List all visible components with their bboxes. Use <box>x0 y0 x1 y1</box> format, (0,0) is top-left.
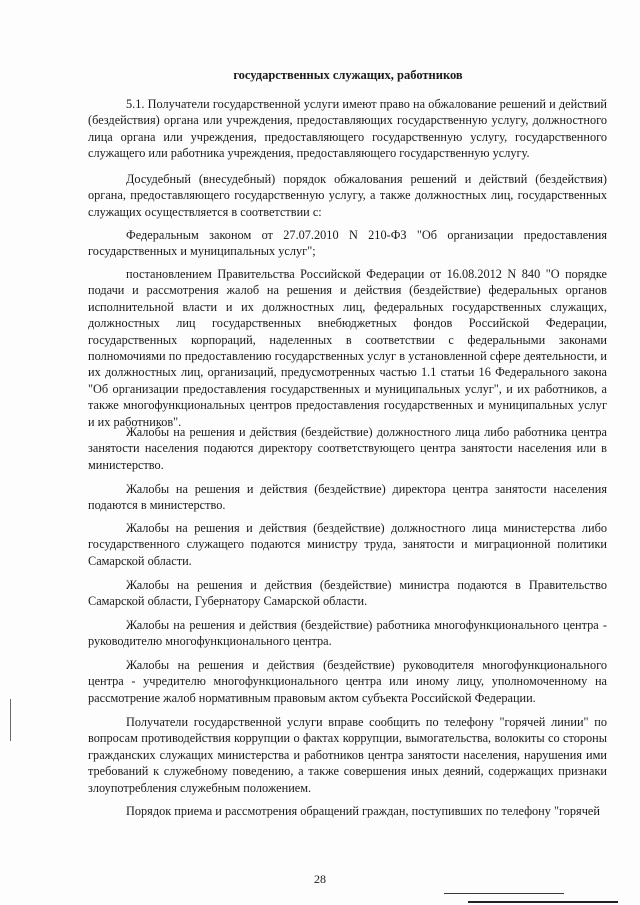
paragraph-complaints-mfc-employee: Жалобы на решения и действия (бездействие) работника многофункционального центра - руководителю многофункционального центра. <box>88 618 607 649</box>
page-number: 28 <box>314 872 326 886</box>
scan-bottom-line <box>444 893 564 894</box>
paragraph-complaints-ministry-official: Жалобы на решения и действия (бездействие) должностного лица министерства либо государственного служащего подаются министру труда, занятости и миграционной политики Самарской области. <box>88 521 607 568</box>
section-heading: государственных служащих, работников <box>233 68 463 82</box>
paragraph-pretrial-procedure: Досудебный (внесудебный) порядок обжалования решений и действий (бездействия) органа, предоставляющего государственную услугу, а также должностных лиц, государственных служащих осуществляется в соответствии с: <box>88 172 607 219</box>
paragraph-hotline-procedure: Порядок приема и рассмотрения обращений граждан, поступивших по телефону "горячей <box>126 804 600 818</box>
paragraph-hotline: Получатели государственной услуги вправе сообщить по телефону "горячей линии" по вопросам противодействия коррупции о фактах коррупции, вымогательства, волокиты со стороны гражданских служащих министерства и работников центра занятости населения, нарушения ими требований к служебному поведению, а также совершения иных деяний, содержащих признаки злоупотребления служебным положением. <box>88 715 607 795</box>
paragraph-government-resolution: постановлением Правительства Российской Федерации от 16.08.2012 N 840 "О порядке подачи и рассмотрения жалоб на решения и действия (бездействие) федеральных органов исполнительной власти и их должностных лиц, федеральных государственных служащих, должностных лиц государственных внебюджетных фондов Российской Федерации, государственных корпораций, наделенных в соответствии с федеральными законами полномочиями по предоставлению государственных услуг в установленной сфере деятельности, и их должностных лиц, организаций, предусмотренных частью 1.1 статьи 16 Федерального закона "Об организации предоставления государственных и муниципальных услуг", и их работников, а также многофункциональных центров предоставления государственных и муниципальных услуг и их работников". <box>88 267 607 429</box>
scan-margin-mark <box>10 699 11 741</box>
paragraph-appeal-right: 5.1. Получатели государственной услуги имеют право на обжалование решений и действий (бездействия) органа или учреждения, предоставляющих государственную услугу, должностного лица органа или учреждения, предоставляющего государственную услугу, государственного служащего или работника учреждения, предоставляющего государственную услугу. <box>88 97 607 161</box>
paragraph-complaints-employment-center: Жалобы на решения и действия (бездействие) должностного лица либо работника центра занятости населения подаются директору соответствующего центра занятости населения или в министерство. <box>88 425 607 472</box>
scan-bottom-line <box>468 901 618 903</box>
paragraph-complaints-mfc-head: Жалобы на решения и действия (бездействие) руководителя многофункционального центра - учредителю многофункционального центра или иному лицу, уполномоченному на рассмотрение жалоб нормативным правовым актом субъекта Российской Федерации. <box>88 658 607 705</box>
paragraph-federal-law: Федеральным законом от 27.07.2010 N 210-ФЗ "Об организации предоставления государственных и муниципальных услуг"; <box>88 228 607 259</box>
paragraph-complaints-minister: Жалобы на решения и действия (бездействие) министра подаются в Правительство Самарской области, Губернатору Самарской области. <box>88 578 607 609</box>
paragraph-complaints-director: Жалобы на решения и действия (бездействие) директора центра занятости населения подаются в министерство. <box>88 482 607 513</box>
